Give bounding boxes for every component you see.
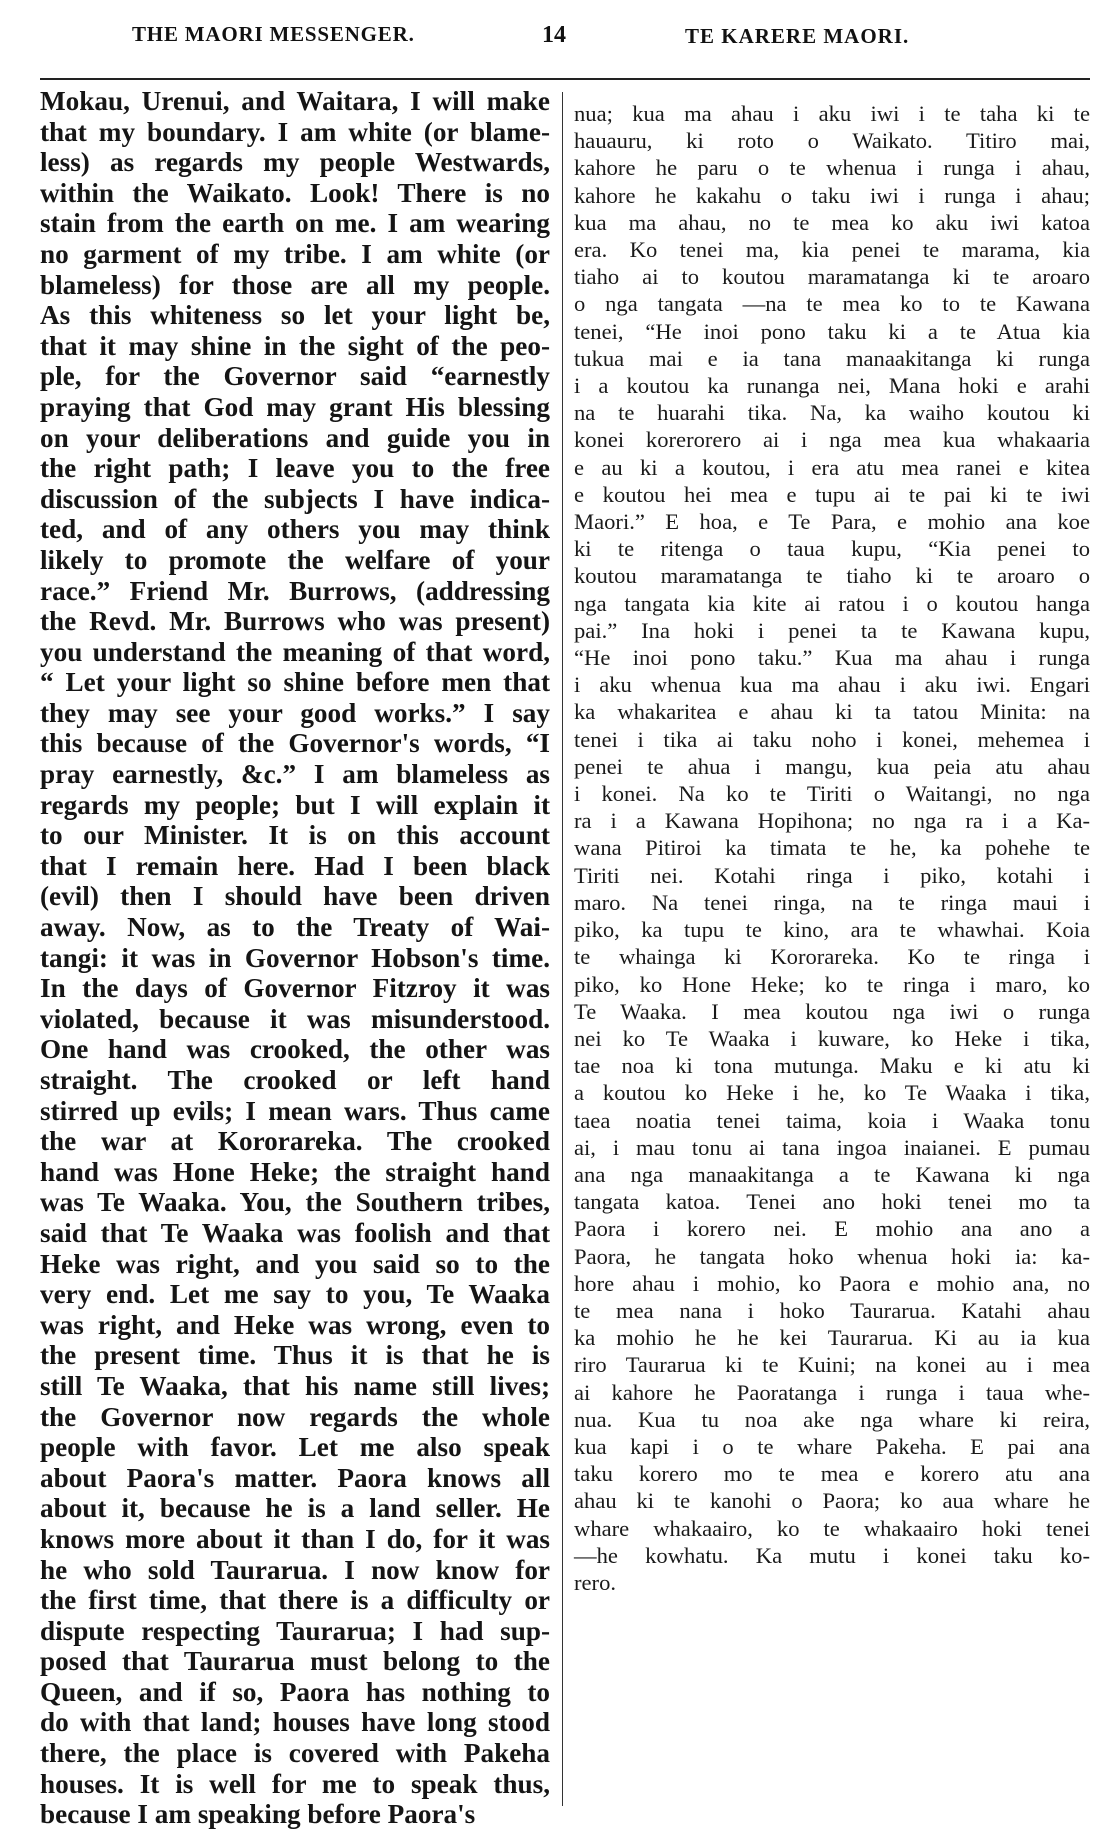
english-text-line: “ Let your light so shine before men that [40,667,550,698]
maori-text-line: tae noa ki tona mutunga. Maku e ki atu ki [574,1053,1090,1079]
english-text-line: stain from the earth on me. I am wearing [40,208,550,239]
maori-text-line: te whainga ki Kororareka. Ko te ringa i [574,944,1090,970]
english-text-line: was right, and Heke was wrong, even to [40,1309,550,1340]
english-text-line: this because of the Governor's words, “I [40,728,550,759]
english-text-line: because I am speaking before Paora's [40,1799,476,1830]
english-text-line: tangi: it was in Governor Hobson's time. [40,942,550,973]
header-rule [40,78,1090,80]
maori-text-line: Tiriti nei. Kotahi ringa i piko, kotahi i [574,862,1090,888]
english-text-line: As this whiteness so let your light be, [40,300,550,331]
english-text-line: that it may shine in the sight of the peo- [40,330,550,361]
english-text-line: blameless) for those are all my people. [40,269,550,300]
english-text-line: posed that Taurarua must belong to the [40,1646,550,1677]
maori-text-line: tangata katoa. Tenei ano hoki tenei mo ta [574,1189,1090,1215]
english-text-line: straight. The crooked or left hand [40,1065,550,1095]
english-text-line: (evil) then I should have been driven [40,881,550,912]
english-text-line: still Te Waaka, that his name still lives; [40,1370,550,1401]
maori-text-line: nua. Kua tu noa ake nga whare ki reira, [574,1406,1090,1432]
english-text-line: Mokau, Urenui, and Waitara, I will make [40,86,550,116]
english-text-line: was Te Waaka. You, the Southern tribes, [40,1187,550,1218]
maori-text-line: tenei i tika ai taku noho i konei, mehemea i [574,726,1090,752]
maori-text-line: penei te ahua i mangu, kua peia atu ahau [574,753,1090,779]
maori-text-line: koutou maramatanga te tiaho ki te aroaro o [574,563,1090,589]
maori-text-line: riro Taurarua ki te Kuini; na konei au i mea [574,1352,1090,1378]
english-text-line: he who sold Taurarua. I now know for [40,1554,550,1585]
maori-text-line: taku korero mo te mea e korero atu ana [574,1461,1090,1487]
english-text-line: within the Waikato. Look! There is no [40,177,550,208]
english-text-line: In the days of Governor Fitzroy it was [40,973,550,1004]
english-text-line: you understand the meaning of that word, [40,636,550,667]
english-text-line: there, the place is covered with Pakeha [40,1738,550,1769]
english-text-line: knows more about it than I do, for it was [40,1523,550,1554]
maori-text-line: ai, i mau tonu ai tana ingoa inaianei. E pumau [574,1134,1090,1160]
english-text-line: houses. It is well for me to speak thus, [40,1768,550,1799]
maori-text-line: kua kapi i o te whare Pakeha. E pai ana [574,1433,1090,1459]
english-text-line: people with favor. Let me also speak [40,1432,550,1463]
maori-text-line: piko, ko Hone Heke; ko te ringa i maro, ko [574,971,1090,997]
english-text-line: discussion of the subjects I have indica- [40,483,550,514]
english-text-line: ted, and of any others you may think [40,514,550,545]
english-text-line: hand was Hone Heke; the straight hand [40,1156,550,1187]
maori-text-line: Maori.” E hoa, e Te Para, e mohio ana koe [574,509,1090,535]
maori-text-line: i aku whenua kua ma ahau i aku iwi. Engari [574,672,1090,698]
column-divider [562,92,563,1806]
maori-text-line: e koutou hei mea e tupu ai te pai ki te iwi [574,481,1090,507]
english-text-line: pray earnestly, &c.” I am blameless as [40,759,550,790]
english-text-line: One hand was crooked, the other was [40,1034,550,1065]
running-head [0,22,1114,62]
english-text-line: race.” Friend Mr. Burrows, (addressing [40,575,550,606]
english-text-line: about it, because he is a land seller. He [40,1493,550,1524]
maori-text-line: konei korerorero ai i nga mea kua whakaaria [574,427,1090,453]
maori-text-line: pai.” Ina hoki i penei ta te Kawana kupu, [574,617,1090,643]
english-text-line: about Paora's matter. Paora knows all [40,1462,550,1493]
english-text-line: the right path; I leave you to the free [40,453,550,484]
maori-text-line: tenei, “He inoi pono taku ki a te Atua kia [574,318,1090,344]
maori-text-line: maro. Na tenei ringa, na te ringa maui i [574,889,1090,915]
page-number: 14 [542,22,566,48]
maori-text-line: i konei. Na ko te Tiriti o Waitangi, no nga [574,781,1090,807]
maori-text-line: tiaho ai to koutou maramatanga ki te aroaro [574,264,1090,290]
maori-text-line: nga tangata kia kite ai ratou i o koutou hanga [574,590,1090,616]
english-text-line: praying that God may grant His blessing [40,391,550,422]
maori-text-line: ra i a Kawana Hopihona; no nga ra i a Ka- [574,808,1090,834]
english-text-line: stirred up evils; I mean wars. Thus came [40,1095,550,1126]
english-text-line: that I remain here. Had I been black [40,850,550,881]
maori-text-line: ki te ritenga o taua kupu, “Kia penei to [574,536,1090,562]
maori-text-line: kahore he paru o te whenua i runga i ahau, [574,155,1090,181]
maori-text-line: Paora, he tangata hoko whenua hoki ia: ka- [574,1243,1090,1269]
english-text-line: the first time, that there is a difficulty or [40,1585,550,1616]
maori-text-line: hauauru, ki roto o Waikato. Titiro mai, [574,128,1090,154]
english-text-line: Heke was right, and you said so to the [40,1248,550,1279]
maori-text-line: ai kahore he Paoratanga i runga i taua whe- [574,1379,1090,1405]
maori-text-line: nei ko Te Waaka i kuware, ko Heke i tika, [574,1025,1090,1051]
maori-text-line: piko, ka tupu te kino, ara te whawhai. Koia [574,917,1090,943]
maori-text-line: na te huarahi tika. Na, ka waiho koutou ki [574,400,1090,426]
maori-text-line: ka mohio he he kei Taurarua. Ki au ia kua [574,1325,1090,1351]
english-text-line: the present time. Thus it is that he is [40,1340,550,1371]
maori-text-line: ahau ki te kanohi o Paora; ko aua whare he [574,1488,1090,1514]
maori-text-line: era. Ko tenei ma, kia penei te marama, kia [574,237,1090,263]
maori-text-line: “He inoi pono taku.” Kua ma ahau i runga [574,645,1090,671]
english-text-line: very end. Let me say to you, Te Waaka [40,1279,550,1310]
maori-text-line: ka whakaritea e ahau ki ta tatou Minita: na [574,699,1090,725]
english-text-line: on your deliberations and guide you in [40,422,550,453]
maori-text-line: kahore he kakahu o taku iwi i runga i ahau; [574,182,1090,208]
english-text-line: dispute respecting Taurarua; I had sup- [40,1615,550,1646]
english-text-line: the Governor now regards the whole [40,1401,550,1432]
english-text-line: that my boundary. I am white (or blame- [40,116,550,147]
english-text-line: violated, because it was misunderstood. [40,1003,550,1034]
english-text-line: less) as regards my people Westwards, [40,147,550,178]
english-text-line: they may see your good works.” I say [40,697,550,728]
maori-text-line: te mea nana i hoko Taurarua. Katahi ahau [574,1297,1090,1323]
maori-text-line: wana Pitiroi ka timata te he, ka pohehe te [574,835,1090,861]
maori-text-line: —he kowhatu. Ka mutu i konei taku ko- [574,1542,1090,1568]
maori-text-line: kua ma ahau, no te mea ko aku iwi katoa [574,209,1090,235]
english-text-line: to our Minister. It is on this account [40,820,550,851]
english-text-line: Queen, and if so, Paora has nothing to [40,1676,550,1707]
maori-text-line: hore ahau i mohio, ko Paora e mohio ana, no [574,1270,1090,1296]
maori-text-line: a koutou ko Heke i he, ko Te Waaka i tika, [574,1080,1090,1106]
maori-text-line: rero. [574,1569,617,1595]
maori-text-line: o nga tangata —na te mea ko to te Kawana [574,291,1090,317]
maori-column [574,100,1090,1596]
english-text-line: no garment of my tribe. I am white (or [40,238,550,269]
english-column [40,86,550,1830]
english-text-line: do with that land; houses have long stood [40,1707,550,1738]
maori-text-line: taea noatia tenei taima, koia i Waaka tonu [574,1107,1090,1133]
english-title: THE MAORI MESSENGER. [132,22,415,46]
maori-title: TE KARERE MAORI. [685,24,910,48]
english-text-line: ple, for the Governor said “earnestly [40,361,550,392]
english-text-line: away. Now, as to the Treaty of Wai- [40,912,550,943]
maori-text-line: tukua mai e ia tana manaakitanga ki runga [574,345,1090,371]
english-text-line: the war at Kororareka. The crooked [40,1126,550,1157]
maori-text-line: nua; kua ma ahau i aku iwi i te taha ki te [574,101,1090,126]
maori-text-line: Te Waaka. I mea koutou nga iwi o runga [574,998,1090,1024]
maori-text-line: i a koutou ka runanga nei, Mana hoki e arahi [574,373,1090,399]
maori-text-line: Paora i korero nei. E mohio ana ano a [574,1216,1090,1242]
english-text-line: likely to promote the welfare of your [40,544,550,575]
english-text-line: regards my people; but I will explain it [40,789,550,820]
maori-text-line: ana nga manaakitanga a te Kawana ki nga [574,1161,1090,1187]
english-text-line: said that Te Waaka was foolish and that [40,1217,550,1248]
english-text-line: the Revd. Mr. Burrows who was present) [40,606,550,637]
maori-text-line: e au ki a koutou, i era atu mea ranei e kitea [574,454,1090,480]
maori-text-line: whare whakaairo, ko te whakaairo hoki tenei [574,1515,1090,1541]
